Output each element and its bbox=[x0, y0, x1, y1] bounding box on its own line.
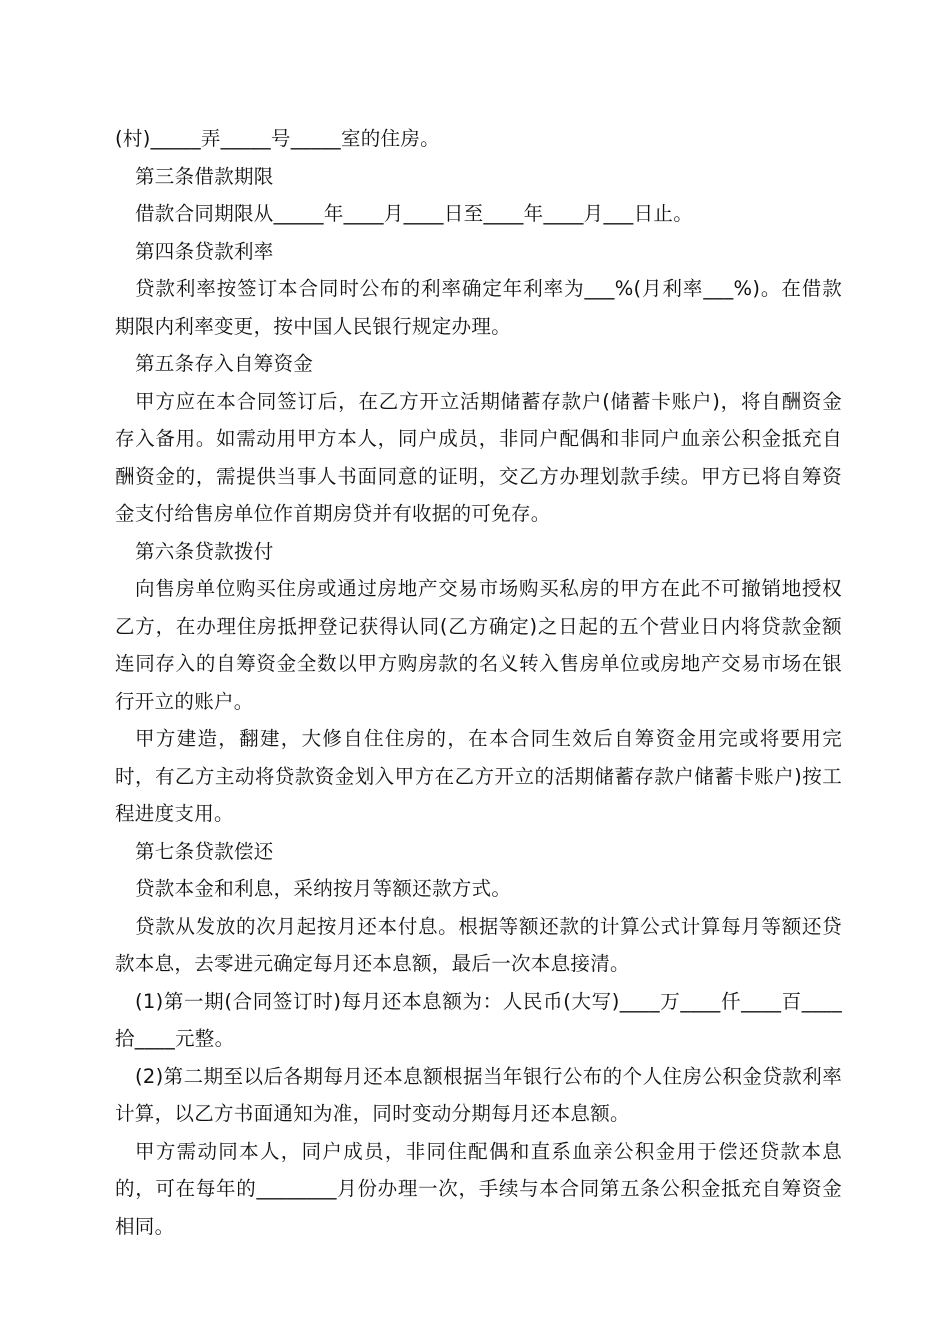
paragraph-disbursement-purchase: 向售房单位购买住房或通过房地产交易市场购买私房的甲方在此不可撤销地授权乙方，在办理住房抵押登记获得认同(乙方确定)之日起的五个营业日内将贷款金额连同存入的自筹资金全数以甲方购房款的名义转入售房单位或房地产交易市场在银行开立的账户。 bbox=[115, 577, 842, 713]
heading-article-5: 第五条存入自筹资金 bbox=[135, 352, 314, 375]
paragraph-interest-rate: 贷款利率按签订本合同时公布的利率确定年利率为___%(月利率___%)。在借款期限内利率变更，按中国人民银行规定办理。 bbox=[115, 277, 842, 338]
paragraph-deposit-funds: 甲方应在本合同签订后，在乙方开立活期储蓄存款户(储蓄卡账户)，将自酬资金存入备用。如需动用甲方本人，同户成员，非同户配偶和非同户血亲公积金抵充自酬资金的，需提供当事人书面同意的证明，交乙方办理划款手续。甲方已将自筹资金支付给售房单位作首期房贷并有收据的可免存。 bbox=[115, 389, 842, 525]
paragraph-repayment-schedule: 贷款从发放的次月起按月还本付息。根据等额还款的计算公式计算每月等额还贷款本息，去零进元确定每月还本息额，最后一次本息接清。 bbox=[115, 914, 842, 975]
paragraph-disbursement-construction: 甲方建造，翻建，大修自住住房的，在本合同生效后自筹资金用完或将要用完时，有乙方主动将贷款资金划入甲方在乙方开立的活期储蓄存款户储蓄卡账户)按工程进度支用。 bbox=[115, 727, 842, 825]
heading-article-7: 第七条贷款偿还 bbox=[135, 839, 274, 863]
paragraph-loan-term: 借款合同期限从_____年____月____日至____年____月___日止。 bbox=[135, 202, 693, 225]
paragraph-later-installments: (2)第二期至以后各期每月还本息额根据当年银行公布的个人住房公积金贷款利率计算，以乙方书面通知为准，同时变动分期每月还本息额。 bbox=[115, 1064, 842, 1125]
paragraph-first-installment: (1)第一期(合同签订时)每月还本息额为：人民币(大写)____万____仟____百____拾____元整。 bbox=[115, 989, 842, 1050]
heading-article-6: 第六条贷款拨付 bbox=[135, 539, 274, 563]
paragraph-provident-fund-repayment: 甲方需动同本人，同户成员，非同住配偶和直系血亲公积金用于偿还贷款本息的，可在每年的________月份办理一次，手续与本合同第五条公积金抵充自筹资金相同。 bbox=[115, 1139, 842, 1238]
heading-article-3: 第三条借款期限 bbox=[135, 164, 274, 188]
heading-article-4: 第四条贷款利率 bbox=[135, 239, 274, 263]
paragraph-repayment-method: 贷款本金和利息，采纳按月等额还款方式。 bbox=[135, 877, 512, 900]
paragraph-address: (村)_____弄_____号_____室的住房。 bbox=[115, 127, 440, 150]
